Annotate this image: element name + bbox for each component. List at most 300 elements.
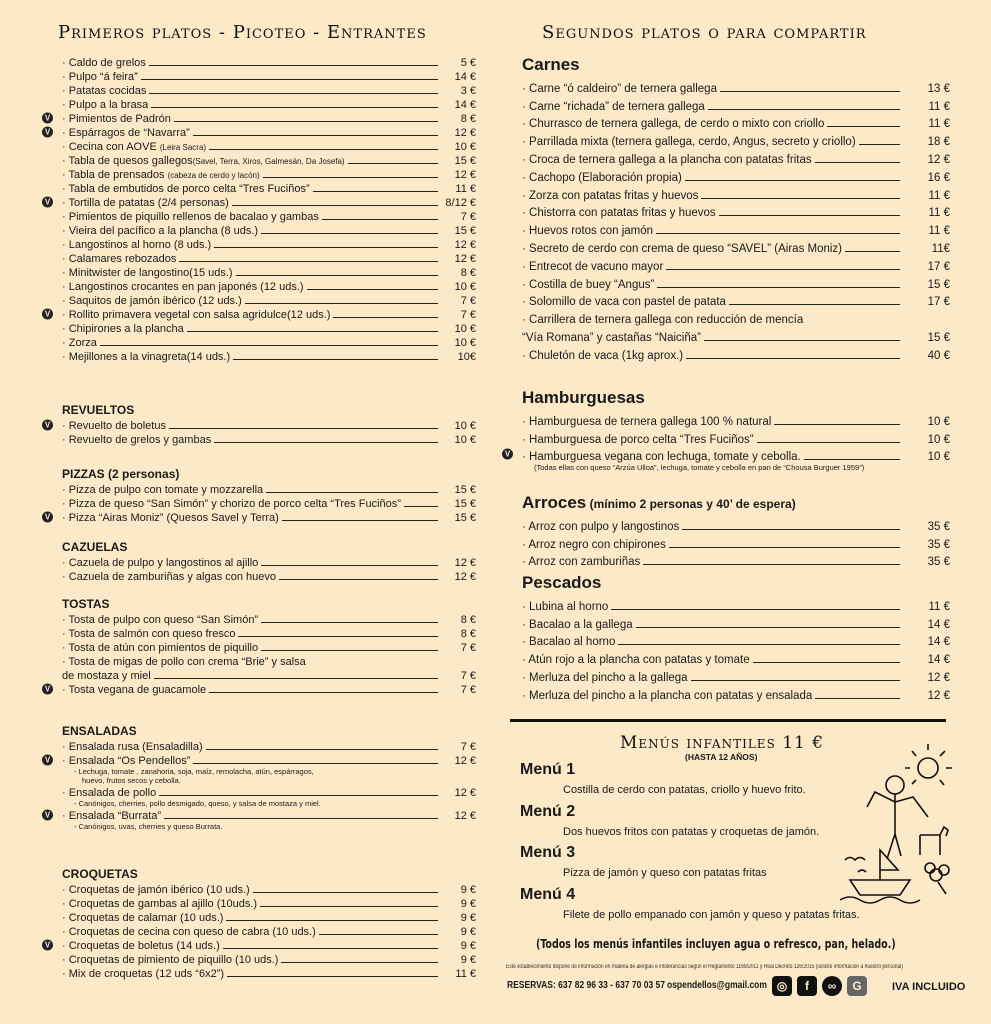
item-price: 15 € xyxy=(927,278,950,291)
item-price: 35 € xyxy=(927,556,950,569)
item-name: · Merluza del pincho a la gallega xyxy=(522,671,688,684)
leader-line xyxy=(141,79,438,80)
menu-item xyxy=(62,139,476,153)
item-price: 12 € xyxy=(454,239,476,251)
item-name-text: Zorza xyxy=(68,337,97,349)
item-name-text: Mejillones a la vinagreta(14 uds.) xyxy=(68,351,231,363)
item-name: · Carne “ó caldeiro” de ternera gallega xyxy=(522,82,717,95)
item-name: · Secreto de cerdo con crema de queso “SAVEL” (Airas Moniz) xyxy=(522,242,843,255)
leader-line xyxy=(169,428,438,429)
leader-line xyxy=(729,304,900,305)
item-name-text: Hamburguesa vegana con lechuga, tomate y cebolla. xyxy=(529,451,801,464)
leader-line xyxy=(149,65,438,66)
item-name: · Rollito primavera vegetal con salsa agridulce(12 uds.) xyxy=(62,309,331,321)
kids-menu-label: Menú 3 xyxy=(520,844,576,861)
item-name-text: Hamburguesa de porco celta “Tres Fuciños” xyxy=(529,433,754,446)
item-price: 14 € xyxy=(927,654,950,667)
item-price: 12 € xyxy=(927,153,950,166)
item-name: · Mix de croquetas (12 uds “6x2”) xyxy=(62,968,225,980)
menu-item xyxy=(62,69,476,83)
item-price: 12 € xyxy=(454,755,476,767)
leader-line xyxy=(233,359,438,360)
menu-item xyxy=(522,551,950,569)
menu-item xyxy=(522,219,950,237)
leader-line xyxy=(313,191,438,192)
item-name-text: Parrillada mixta (ternera gallega, cerdo, Angus, secreto y criollo) xyxy=(529,136,856,149)
item-name-text: Cazuela de zamburiñas y algas con huevo xyxy=(68,571,277,583)
leader-line xyxy=(815,162,900,163)
menu-item xyxy=(62,279,476,293)
item-name-text: Cachopo (Elaboración propia) xyxy=(529,171,682,184)
menu-item xyxy=(62,739,476,753)
menu-item xyxy=(522,533,950,551)
item-name-text: Croca de ternera gallega a la plancha con patatas fritas xyxy=(529,153,812,166)
item-name: · Entrecot de vacuno mayor xyxy=(522,260,664,273)
item-name: · Patatas cocidas xyxy=(62,85,147,97)
kids-title: Menús infantiles 11 € xyxy=(620,733,825,753)
item-name-text: Pizza de queso “San Simón” y chorizo de porco celta “Tres Fuciños” xyxy=(68,498,401,510)
leader-line xyxy=(404,506,438,507)
item-name: · Hamburguesa vegana con lechuga, tomate y cebolla. xyxy=(522,451,801,464)
item-price: 17 € xyxy=(927,296,950,309)
item-name: · Arroz con pulpo y langostinos xyxy=(522,520,680,533)
item-name-text: Carrillera de ternera gallega con reducción de mencía xyxy=(529,314,804,327)
item-price: 15 € xyxy=(454,484,476,496)
leader-line xyxy=(348,163,438,164)
menu-section-hamburguesas xyxy=(504,388,950,473)
item-name-text: Tosta de pulpo con queso “San Simón” xyxy=(68,614,259,626)
menu-item xyxy=(522,631,950,649)
item-name-text: Merluza del pincho a la gallega xyxy=(529,671,688,684)
section-heading xyxy=(522,493,950,515)
item-name-text: Tabla de quesos gallegos xyxy=(68,155,193,167)
menu-item xyxy=(522,666,950,684)
item-price: 10 € xyxy=(454,281,476,293)
item-name-text: Chuletón de vaca (1kg aprox.) xyxy=(529,349,684,362)
item-name: · Pimientos de piquillo rellenos de bacalao y gambas xyxy=(62,211,319,223)
item-name: · Ensalada rusa (Ensaladilla) xyxy=(62,741,203,753)
allergen-notice: Este establecimiento dispone de información en materia de alergias e intolerancias según el Reglamento 1169/2011 y Real Decreto 126/2015 (solicite información a nuestro personal) xyxy=(506,964,903,970)
leader-line xyxy=(708,109,900,110)
vegan-icon: V xyxy=(42,684,53,695)
item-name-text: Tosta de salmón con queso fresco xyxy=(68,628,236,640)
item-price: 35 € xyxy=(927,520,950,533)
item-name: · Bacalao a la gallega xyxy=(522,618,633,631)
item-price: 18 € xyxy=(927,136,950,149)
menu-item xyxy=(62,785,476,799)
item-name xyxy=(522,332,701,344)
item-name: · Cazuela de pulpo y langostinos al ajillo xyxy=(62,557,259,569)
section-heading-text: PIZZAS (2 personas) xyxy=(62,467,180,481)
menu-item xyxy=(44,307,476,321)
leader-line xyxy=(859,144,900,145)
item-price: 10 € xyxy=(927,415,950,428)
leader-line xyxy=(704,340,900,341)
menu-item xyxy=(522,291,950,309)
item-name-text: Espárragos de “Navarra” xyxy=(68,127,190,139)
facebook-icon[interactable]: f xyxy=(797,976,817,996)
instagram-icon[interactable]: ◎ xyxy=(772,976,792,996)
menu-item xyxy=(62,265,476,279)
leader-line xyxy=(226,920,438,921)
item-price: 8/12 € xyxy=(445,197,476,209)
item-name-text: Tosta de migas de pollo con crema “Brie” y salsa xyxy=(68,656,306,668)
menu-item xyxy=(522,95,950,113)
menu-item xyxy=(44,111,476,125)
item-name-text: Pulpo “á feira” xyxy=(68,71,138,83)
leader-line xyxy=(685,180,900,181)
item-name-text: Rollito primavera vegetal con salsa agridulce(12 uds.) xyxy=(68,309,331,321)
menu-item xyxy=(62,668,476,682)
item-name-text: Mix de croquetas (12 uds “6x2”) xyxy=(68,968,225,980)
leader-line xyxy=(804,459,900,460)
item-name: · Pizza “Airas Moniz” (Quesos Savel y Terra) xyxy=(62,512,279,524)
item-name: · Huevos rotos con jamón xyxy=(522,225,654,238)
item-price: 12 € xyxy=(454,169,476,181)
vegan-icon: V xyxy=(42,127,53,138)
section-heading xyxy=(522,55,950,77)
kids-menu-description: Pizza de jamón y queso con patatas fritas xyxy=(563,867,767,879)
leader-line xyxy=(214,442,438,443)
item-name: · Croca de ternera gallega a la plancha con patatas fritas xyxy=(522,153,812,166)
item-description: - Canónigos, cherries, pollo desmigado, queso, y salsa de mostaza y miel. xyxy=(74,799,321,808)
menu-item xyxy=(522,130,950,148)
item-price: 17 € xyxy=(927,260,950,273)
item-price: 12 € xyxy=(927,689,950,702)
item-name-text: Ensalada de pollo xyxy=(68,787,157,799)
leader-line xyxy=(333,317,438,318)
item-name: · Espárragos de “Navarra” xyxy=(62,127,190,139)
sun-icon xyxy=(905,744,952,785)
item-price: 10 € xyxy=(927,433,950,446)
section-heading xyxy=(62,540,476,555)
leader-line xyxy=(206,749,438,750)
item-name-text: Caldo de grelos xyxy=(68,57,146,69)
item-name xyxy=(62,670,151,682)
item-price: 15 € xyxy=(927,331,950,344)
vegan-icon: V xyxy=(502,449,513,460)
item-name: · Tosta de pulpo con queso “San Simón” xyxy=(62,614,259,626)
leader-line xyxy=(209,149,438,150)
vegan-icon: V xyxy=(42,755,53,766)
kids-menu-label: Menú 2 xyxy=(520,802,576,820)
menu-item xyxy=(522,77,950,95)
leader-line xyxy=(774,424,900,425)
item-price: 12 € xyxy=(454,810,476,822)
item-price: 9 € xyxy=(460,898,476,910)
item-name: · Ensalada “Burrata” xyxy=(62,810,162,822)
item-name: · Vieira del pacífico a la plancha (8 uds.) xyxy=(62,225,259,237)
item-name-text: Patatas cocidas xyxy=(68,85,147,97)
item-price: 9 € xyxy=(460,940,476,952)
leader-line xyxy=(656,233,900,234)
leader-line xyxy=(319,934,438,935)
item-price: 7 € xyxy=(460,642,476,654)
section-heading xyxy=(62,467,476,482)
item-price: 7 € xyxy=(460,211,476,223)
item-name-text: Pulpo a la brasa xyxy=(68,99,149,111)
leader-line xyxy=(281,962,438,963)
boat-icon xyxy=(840,850,920,903)
item-name: · Arroz con zamburiñas xyxy=(522,556,641,569)
leader-line xyxy=(263,177,438,178)
item-price: 11 € xyxy=(928,100,950,113)
item-name-text: Pizza “Airas Moniz” (Quesos Savel y Terra) xyxy=(68,512,279,524)
menu-item xyxy=(504,446,950,464)
menu-section-pescados xyxy=(522,573,950,702)
item-name-text: Tortilla de patatas (2/4 personas) xyxy=(68,197,229,209)
menu-item xyxy=(62,966,476,980)
menu-item xyxy=(522,595,950,613)
item-name: · Parrillada mixta (ternera gallega, cerdo, Angus, secreto y criollo) xyxy=(522,136,856,149)
item-name: · Carne “richada” de ternera gallega xyxy=(522,100,705,113)
item-name-text: Croquetas de gambas al ajillo (10uds.) xyxy=(68,898,258,910)
vegan-icon: V xyxy=(42,420,53,431)
section-heading xyxy=(522,388,950,410)
menu-item xyxy=(522,684,950,702)
item-name-text: Secreto de cerdo con crema de queso “SAVEL” (Airas Moniz) xyxy=(529,242,843,255)
item-name: · Merluza del pincho a la plancha con patatas y ensalada xyxy=(522,689,813,702)
item-name: · Carrillera de ternera gallega con reducción de mencía xyxy=(522,314,804,327)
menu-item xyxy=(62,55,476,69)
item-name-text: Tabla de embutidos de porco celta “Tres Fuciños” xyxy=(68,183,310,195)
menu-item xyxy=(62,432,476,446)
item-price: 7 € xyxy=(460,741,476,753)
google-business-icon[interactable]: G xyxy=(847,976,867,996)
item-name: · Churrasco de ternera gallega, de cerdo o mixto con criollo xyxy=(522,118,825,131)
item-price: 8 € xyxy=(460,614,476,626)
item-name-text: Ensalada “Os Pendellos” xyxy=(68,755,191,767)
leader-line xyxy=(223,948,438,949)
item-price: 9 € xyxy=(460,926,476,938)
section-heading-text: Carnes xyxy=(522,55,580,74)
leader-line xyxy=(261,650,438,651)
item-price: 14 € xyxy=(454,99,476,111)
item-name-text: Vieira del pacífico a la plancha (8 uds.) xyxy=(68,225,259,237)
menu-item xyxy=(44,510,476,524)
item-price: 8 € xyxy=(460,113,476,125)
menu-item xyxy=(62,237,476,251)
item-name-continued: “Vía Romana” y castañas “Naiciña” xyxy=(522,331,701,344)
tripadvisor-icon[interactable]: ∞ xyxy=(822,976,842,996)
leader-line xyxy=(282,520,438,521)
menu-item xyxy=(44,682,476,696)
kids-menu-description: Dos huevos fritos con patatas y croquetas de jamón. xyxy=(563,825,820,838)
item-name-text: Atún rojo a la plancha con patatas y tomate xyxy=(528,654,750,667)
item-name-text: Entrecot de vacuno mayor xyxy=(529,260,664,273)
leader-line xyxy=(187,331,438,332)
menu-section-revueltos xyxy=(44,403,476,446)
menu-item xyxy=(44,938,476,952)
leader-line xyxy=(753,662,900,663)
leader-line xyxy=(214,247,438,248)
item-name-text: Langostinos al horno (8 uds.) xyxy=(68,239,212,251)
leader-line xyxy=(260,906,438,907)
kids-menu-label: Menú 4 xyxy=(520,885,576,903)
leader-line xyxy=(209,692,438,693)
leader-line xyxy=(232,205,438,206)
leader-line xyxy=(657,287,900,288)
item-name: · Bacalao al horno xyxy=(522,636,616,649)
item-price: 11 € xyxy=(928,118,950,131)
kids-menu-description: Costilla de cerdo con patatas, criollo y huevo frito. xyxy=(563,784,806,796)
section-heading-text: ENSALADAS xyxy=(62,724,137,738)
item-name-text: Arroz con zamburiñas xyxy=(528,556,641,569)
item-price: 11 € xyxy=(928,600,950,613)
menu-item xyxy=(62,626,476,640)
menu-item xyxy=(522,613,950,631)
menu-item xyxy=(522,273,950,291)
item-price: 15 € xyxy=(454,512,476,524)
item-price: 8 € xyxy=(460,267,476,279)
item-price: 11 € xyxy=(928,189,950,202)
kids-menu-description: Filete de pollo empanado con jamón y queso y patatas fritas. xyxy=(563,908,860,921)
section-heading-text: CAZUELAS xyxy=(62,540,128,554)
leader-line xyxy=(307,289,438,290)
item-price: 3 € xyxy=(460,85,476,97)
item-name-text: Ensalada rusa (Ensaladilla) xyxy=(68,741,203,753)
section-heading-text: Arroces xyxy=(522,493,587,512)
menu-section-ensaladas xyxy=(44,724,476,831)
leader-line xyxy=(682,529,900,530)
item-name: · Minitwister de langostino(15 uds.) xyxy=(62,267,233,279)
menu-item xyxy=(522,648,950,666)
menu-item xyxy=(62,640,476,654)
item-name: · Tosta de atún con pimientos de piquillo xyxy=(62,642,259,654)
item-name: · Atún rojo a la plancha con patatas y tomate xyxy=(522,654,750,667)
vegan-icon: V xyxy=(42,512,53,523)
item-name-text: Pimientos de Padrón xyxy=(68,113,171,125)
leader-line xyxy=(279,579,438,580)
menu-item xyxy=(522,166,950,184)
menu-item xyxy=(62,612,476,626)
item-name: · Tabla de quesos gallegos(Savel, Terra, Xiros, Galmesán, Da Josefa) xyxy=(62,155,345,167)
item-price: 15 € xyxy=(454,225,476,237)
leader-line xyxy=(636,627,900,628)
leader-line xyxy=(845,251,900,252)
menu-item xyxy=(62,209,476,223)
leader-line xyxy=(815,698,900,699)
leader-line xyxy=(719,215,900,216)
leader-line xyxy=(827,126,900,127)
item-name: · Pizza de pulpo con tomate y mozzarella xyxy=(62,484,264,496)
item-price: 35 € xyxy=(927,538,950,551)
item-price: 7 € xyxy=(460,684,476,696)
item-price: 12 € xyxy=(927,671,950,684)
item-price: 9 € xyxy=(460,912,476,924)
leader-line xyxy=(149,93,438,94)
item-name: · Zorza con patatas fritas y huevos xyxy=(522,189,699,202)
item-name: · Langostinos crocantes en pan japonés (12 uds.) xyxy=(62,281,304,293)
item-name: · Zorza xyxy=(62,337,97,349)
item-name: · Pizza de queso “San Simón” y chorizo de porco celta “Tres Fuciños” xyxy=(62,498,401,510)
social-icons xyxy=(772,976,872,996)
item-price: 12 € xyxy=(454,787,476,799)
leader-line xyxy=(159,795,438,796)
item-name-text: Croquetas de boletus (14 uds.) xyxy=(68,940,220,952)
leader-line xyxy=(261,622,438,623)
item-name: · Saquitos de jamón ibérico (12 uds.) xyxy=(62,295,242,307)
item-detail: (Savel, Terra, Xiros, Galmesán, Da Josefa) xyxy=(192,157,345,166)
leader-line xyxy=(154,678,438,679)
leader-line xyxy=(238,636,438,637)
item-price: 9 € xyxy=(460,884,476,896)
item-price: 12 € xyxy=(454,557,476,569)
reservations-phone[interactable]: RESERVAS: 637 82 96 33 - 637 70 03 57 xyxy=(507,980,665,991)
item-name-text: Arroz negro con chipirones xyxy=(528,538,666,551)
item-name: · Caldo de grelos xyxy=(62,57,146,69)
section-heading xyxy=(522,573,950,595)
menu-item xyxy=(62,910,476,924)
leader-line xyxy=(322,219,438,220)
menu-item xyxy=(62,496,476,510)
menu-item xyxy=(62,181,476,195)
item-detail: (Leira Sacra) xyxy=(159,143,207,152)
leader-line xyxy=(253,892,438,893)
item-name-text: Cecina con AOVE xyxy=(68,141,160,153)
menu-item xyxy=(62,293,476,307)
email-link[interactable]: ospendellos@gmail.com xyxy=(667,980,767,991)
menu-item xyxy=(62,321,476,335)
item-price: 10 € xyxy=(454,337,476,349)
item-name-text: Croquetas de pimiento de piquillo (10 uds.) xyxy=(68,954,279,966)
leader-line xyxy=(666,269,900,270)
item-name: · Mejillones a la vinagreta(14 uds.) xyxy=(62,351,231,363)
section-heading-text: REVUELTOS xyxy=(62,403,135,417)
menu-section-cazuelas xyxy=(62,540,476,583)
kids-subtitle: (HASTA 12 AÑOS) xyxy=(685,752,758,762)
section-heading xyxy=(62,403,476,418)
item-name-text: Tosta de atún con pimientos de piquillo xyxy=(68,642,259,654)
leader-line xyxy=(686,358,900,359)
item-price: 15 € xyxy=(454,498,476,510)
item-price: 11€ xyxy=(931,242,950,255)
leader-line xyxy=(227,976,438,977)
item-name-text: Bacalao al horno xyxy=(529,636,616,649)
leader-line xyxy=(611,609,900,610)
vegan-icon: V xyxy=(42,113,53,124)
item-name: · Ensalada de pollo xyxy=(62,787,157,799)
menu-item xyxy=(522,113,950,131)
menu-item xyxy=(62,223,476,237)
item-name: · Croquetas de boletus (14 uds.) xyxy=(62,940,220,952)
menu-item xyxy=(44,418,476,432)
item-price: 11 € xyxy=(928,225,950,238)
leader-line xyxy=(236,275,438,276)
item-name: · Revuelto de boletus xyxy=(62,420,166,432)
item-price: 10€ xyxy=(457,351,476,363)
item-price: 10 € xyxy=(454,420,476,432)
item-name-continued: de mostaza y miel xyxy=(62,670,151,682)
section-heading xyxy=(62,724,476,739)
item-name-text: Huevos rotos con jamón xyxy=(529,225,654,238)
section-heading xyxy=(62,597,476,612)
menu-item xyxy=(522,308,950,326)
item-name: · Chistorra con patatas fritas y huevos xyxy=(522,207,716,220)
item-name-text: Lubina al horno xyxy=(529,600,609,613)
dog-icon xyxy=(920,827,948,855)
item-name: · Langostinos al horno (8 uds.) xyxy=(62,239,212,251)
leader-line xyxy=(618,644,900,645)
item-price: 16 € xyxy=(927,171,950,184)
item-price: 12 € xyxy=(454,127,476,139)
section-subheading: (mínimo 2 personas y 40’ de espera) xyxy=(586,497,796,511)
kids-divider xyxy=(510,719,946,722)
item-description: huevo, frutos secos y cebolla. xyxy=(82,776,181,785)
leader-line xyxy=(261,233,438,234)
item-price: 10 € xyxy=(454,323,476,335)
item-price: 10 € xyxy=(454,434,476,446)
